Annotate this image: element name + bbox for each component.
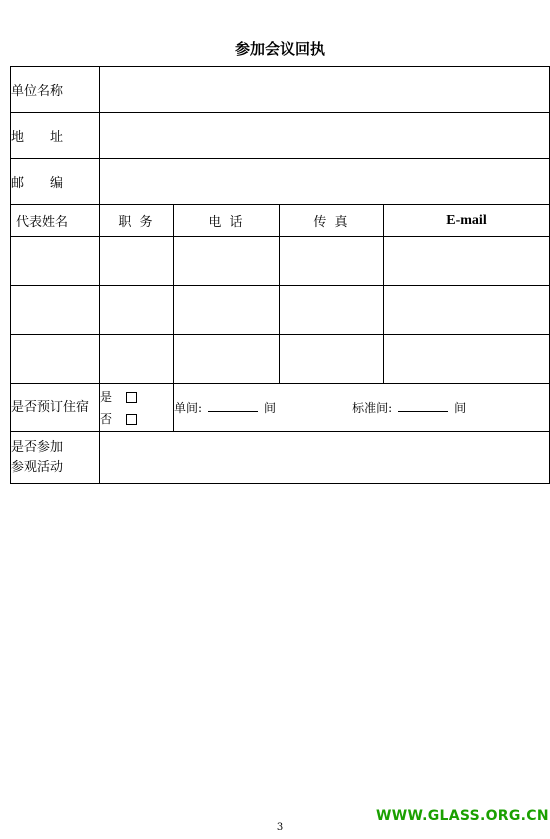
accommodation-row [11, 384, 550, 432]
delegate-name-header: 代表姓名 [11, 205, 100, 237]
postcode-row [11, 159, 550, 205]
page-number: 3 [276, 822, 284, 833]
fax-cell[interactable] [280, 237, 384, 286]
fax-cell[interactable] [280, 286, 384, 335]
standard-room-unit: 间 [454, 401, 467, 415]
address-label: 地 址 [11, 113, 100, 159]
room-booking-cell [174, 384, 550, 432]
single-room-blank[interactable] [208, 400, 258, 412]
delegate-row [11, 335, 550, 384]
position-header: 职 务 [100, 205, 174, 237]
visit-row [11, 432, 550, 484]
delegate-name-cell[interactable] [11, 237, 100, 286]
page-title: 参加会议回执 [234, 40, 325, 58]
postcode-label: 邮 编 [11, 159, 100, 205]
delegate-name-cell[interactable] [11, 286, 100, 335]
standard-room-label: 标准间: [352, 401, 393, 415]
email-cell[interactable] [384, 237, 550, 286]
position-cell[interactable] [100, 286, 174, 335]
email-cell[interactable] [384, 286, 550, 335]
unit-name-row [11, 67, 550, 113]
fax-cell[interactable] [280, 335, 384, 384]
unit-name-label: 单位名称 [11, 67, 100, 113]
delegate-row [11, 286, 550, 335]
single-room-unit: 间 [264, 401, 277, 415]
email-cell[interactable] [384, 335, 550, 384]
delegate-header-row [11, 205, 550, 237]
standard-room-blank[interactable] [398, 400, 448, 412]
phone-cell[interactable] [174, 335, 280, 384]
visit-label-line1: 是否参加 [11, 439, 64, 455]
email-header: E-mail [384, 205, 550, 237]
address-field[interactable] [100, 113, 550, 159]
no-option[interactable] [100, 408, 173, 430]
single-room-label: 单间: [174, 401, 203, 415]
phone-header: 电 话 [174, 205, 280, 237]
no-label: 否 [100, 411, 113, 426]
checkbox-icon[interactable] [126, 392, 137, 403]
delegate-row [11, 237, 550, 286]
site-logo: WWW.GLASS.ORG.CN [376, 808, 549, 824]
phone-cell[interactable] [174, 237, 280, 286]
checkbox-icon[interactable] [126, 414, 137, 425]
address-row [11, 113, 550, 159]
fax-header: 传 真 [280, 205, 384, 237]
visit-label [11, 432, 100, 484]
visit-field[interactable] [100, 432, 550, 484]
position-cell[interactable] [100, 237, 174, 286]
visit-label-line2: 参观活动 [11, 459, 64, 475]
phone-cell[interactable] [174, 286, 280, 335]
accommodation-choice [100, 384, 174, 432]
position-cell[interactable] [100, 335, 174, 384]
reply-form-table [10, 66, 550, 484]
delegate-name-cell[interactable] [11, 335, 100, 384]
accommodation-label: 是否预订住宿 [11, 384, 100, 432]
postcode-field[interactable] [100, 159, 550, 205]
yes-label: 是 [100, 389, 113, 404]
unit-name-field[interactable] [100, 67, 550, 113]
yes-option[interactable] [100, 386, 173, 408]
